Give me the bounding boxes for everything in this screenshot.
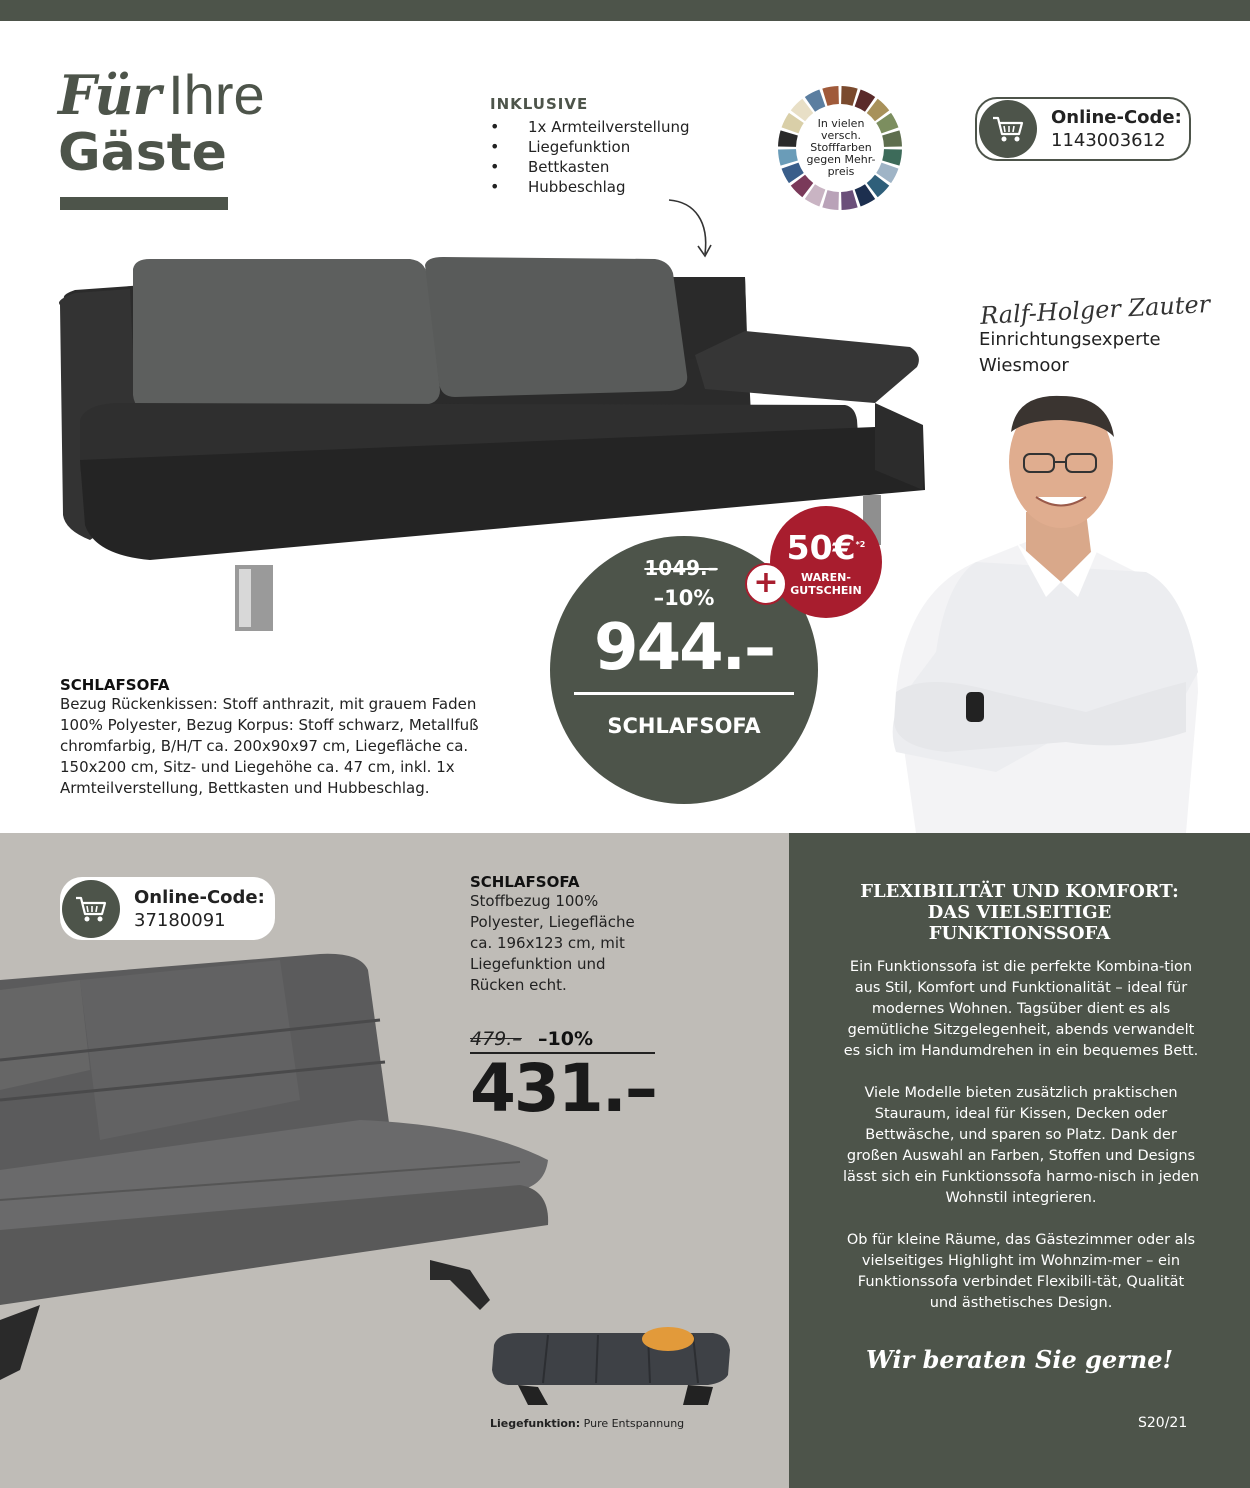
discount-2: –10%: [538, 1028, 593, 1050]
price-divider: [574, 692, 794, 695]
headline-script: Für: [58, 63, 161, 127]
headline-gaeste: Gäste: [58, 123, 227, 183]
color-swatch: [778, 130, 798, 147]
new-price: 944.–: [594, 611, 774, 685]
top-bar: [0, 0, 1250, 21]
info-body: [843, 957, 1199, 1335]
page-number: S20/21: [1138, 1415, 1188, 1431]
product-title: SCHLAFSOFA: [60, 676, 170, 694]
price-label: SCHLAFSOFA: [607, 714, 761, 738]
online-code-label: Online-Code:: [1051, 107, 1182, 128]
color-swatch: [822, 190, 839, 210]
shopping-cart-icon: [979, 100, 1037, 158]
info-paragraph: Ob für kleine Räume, das Gästezimmer oder als vielseitiges Highlight im Wohnzim-mer – ein Funktionssofa verbindet Flexibili-tät, Qualität und ästhetisches Design.: [846, 1232, 1196, 1311]
expert-location: Wiesmoor: [979, 355, 1069, 376]
new-price-2: 431.–: [470, 1050, 656, 1127]
inclusive-item: • Bettkasten: [490, 157, 689, 177]
voucher-footnote: *2: [855, 540, 866, 549]
inclusive-item: • 1x Armteilverstellung: [490, 117, 689, 137]
inclusive-title: INKLUSIVE: [490, 95, 589, 113]
product2-title: SCHLAFSOFA: [470, 873, 580, 891]
fabric-wheel-text: In vielen versch. Stofffarben gegen Mehr-preis: [806, 117, 876, 178]
bed-mode-caption: Liegefunktion: Pure Entspannung: [490, 1417, 685, 1430]
product2-description: [470, 873, 660, 996]
product-description: [60, 676, 500, 799]
sofa-bed-mode-image: [488, 1325, 738, 1413]
color-swatch: [841, 190, 858, 210]
inclusive-list: [490, 95, 689, 197]
online-code-value: 1143003612: [1051, 130, 1166, 151]
old-price: 1049.–: [644, 556, 718, 580]
voucher-label: WAREN- GUTSCHEIN: [790, 571, 862, 597]
online-code-badge-2[interactable]: [60, 877, 275, 940]
old-price-2: 479.–: [470, 1028, 522, 1050]
curved-arrow-icon: [665, 196, 725, 262]
headline: [58, 62, 265, 183]
color-swatch: [822, 86, 839, 106]
voucher-amount: 50€$^{*2}$: [786, 528, 866, 567]
expert-title: Einrichtungsexperte: [979, 329, 1161, 350]
headline-underline: [60, 197, 228, 210]
info-paragraph: Viele Modelle bieten zusätzlich praktischen Stauraum, ideal für Kissen, Decken oder Bettwäsche, und sparen so Platz. Dank der großen Auswahl an Farben, Stoffen und Designs lässt sich ein Funktionssofa harmo-nisch in jeden Wohnstil integrieren.: [843, 1085, 1200, 1206]
info-signoff: Wir beraten Sie gerne!: [865, 1345, 1174, 1374]
plus-icon: +: [745, 563, 787, 605]
expert-photo: [886, 392, 1202, 833]
color-swatch: [841, 86, 858, 106]
online-code-badge[interactable]: [975, 97, 1191, 161]
online-code-value: 37180091: [134, 909, 226, 931]
shopping-cart-icon: [62, 880, 120, 938]
color-swatch: [882, 149, 902, 166]
online-code-label: Online-Code:: [134, 886, 265, 908]
color-swatch: [882, 130, 902, 147]
sofa-image-2: [0, 950, 560, 1390]
color-swatch: [778, 149, 798, 166]
expert-role: [979, 327, 1161, 379]
info-panel: [789, 833, 1250, 1488]
info-paragraph: Ein Funktionssofa ist die perfekte Kombina-tion aus Stil, Komfort und Funktionalität – ideal für modernes Wohnen. Tagsüber dient es als gemütliche Sitzgelegenheit, abends verwandelt es sich im Handumdrehen in ein bequemes Bett.: [843, 959, 1199, 1059]
inclusive-item: • Liegefunktion: [490, 137, 689, 157]
discount: –10%: [653, 586, 715, 610]
info-title: FLEXIBILITÄT UND KOMFORT: DAS VIELSEITIGE FUNKTIONSSOFA: [860, 881, 1179, 944]
inclusive-item: • Hubbeschlag: [490, 177, 689, 197]
product-details: Bezug Rückenkissen: Stoff anthrazit, mit grauem Faden 100% Polyester, Bezug Korpus: Stoff schwarz, Metallfuß chromfarbig, B/H/T ca. 200x90x97 cm, Liegefläche ca. 150x200 cm, Sitz- und Liegehöhe ca. 47 cm, inkl. 1x Armteilverstellung, Bettkasten und Hubbeschlag.: [60, 695, 479, 797]
product2-details: Stoffbezug 100% Polyester, Liegefläche ca. 196x123 cm, mit Liegefunktion und Rücken echt.: [470, 892, 635, 994]
expert-signature: Ralf-Holger Zauter: [979, 289, 1211, 331]
headline-ihre: Ihre: [168, 63, 265, 126]
voucher-badge: [770, 506, 882, 618]
